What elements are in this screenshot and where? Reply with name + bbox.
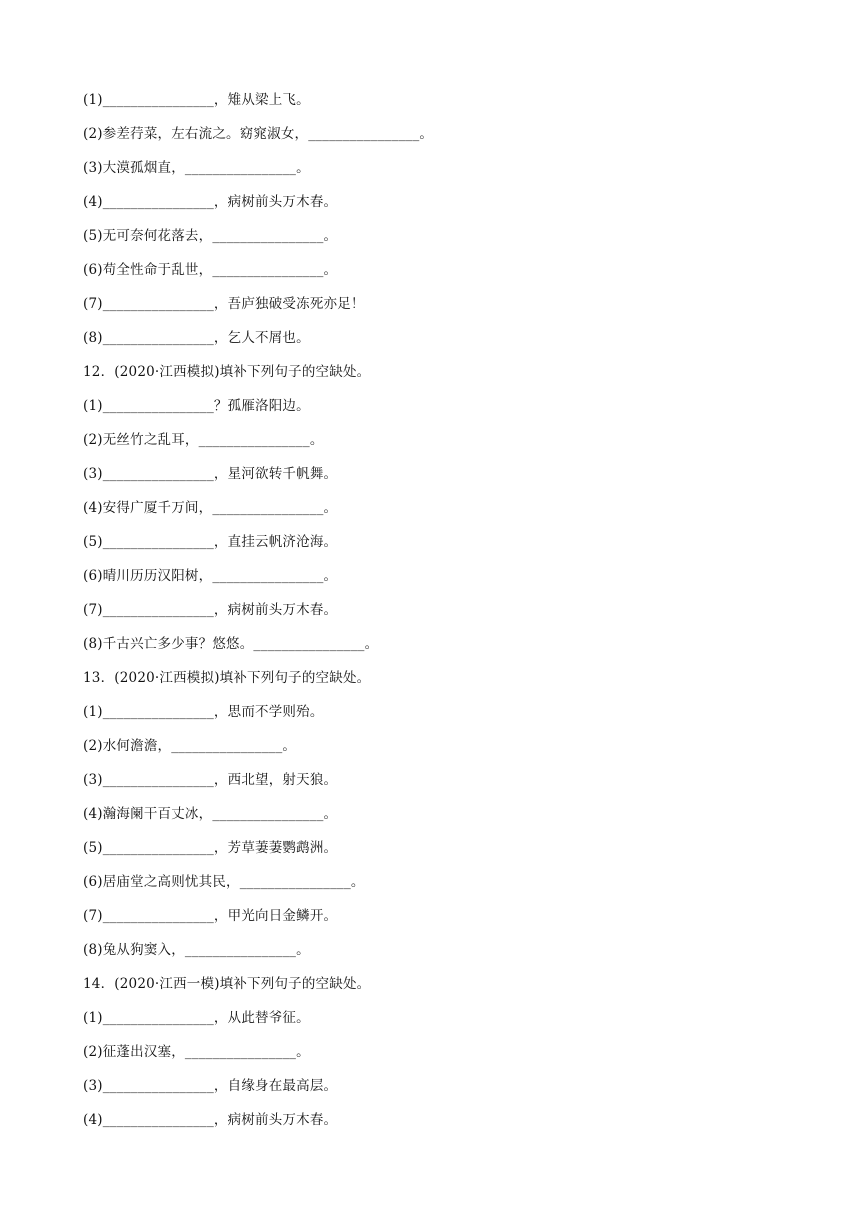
- document-page: [83, 86, 803, 1140]
- question-line: [83, 460, 803, 494]
- question-line: [83, 528, 803, 562]
- line-text: (7)________________，吾庐独破受冻死亦足！: [83, 296, 365, 312]
- question-line: [83, 868, 803, 902]
- question-line: [83, 120, 803, 154]
- question-line: [83, 630, 803, 664]
- line-text: (3)大漠孤烟直，________________。: [83, 160, 310, 176]
- line-text: (8)________________，乞人不屑也。: [83, 330, 310, 346]
- line-text: (6)居庙堂之高则忧其民，________________。: [83, 874, 365, 890]
- line-text: (5)无可奈何花落去，________________。: [83, 228, 338, 244]
- line-text: (1)________________？孤雁洛阳边。: [83, 398, 310, 414]
- question-line: [83, 902, 803, 936]
- question-line: [83, 936, 803, 970]
- question-heading: [83, 970, 803, 1004]
- question-heading: [83, 664, 803, 698]
- question-line: [83, 1072, 803, 1106]
- question-heading: [83, 358, 803, 392]
- line-text: (4)________________，病树前头万木春。: [83, 194, 338, 210]
- question-line: [83, 392, 803, 426]
- heading-text: 14．(2020·江西一模)填补下列句子的空缺处。: [83, 976, 371, 992]
- line-text: (3)________________，西北望，射天狼。: [83, 772, 338, 788]
- question-line: [83, 1106, 803, 1140]
- line-text: (8)兔从狗窦入，________________。: [83, 942, 310, 958]
- question-line: [83, 222, 803, 256]
- line-text: (6)晴川历历汉阳树，________________。: [83, 568, 338, 584]
- question-line: [83, 766, 803, 800]
- line-text: (4)安得广厦千万间，________________。: [83, 500, 338, 516]
- line-text: (8)千古兴亡多少事？悠悠。________________。: [83, 636, 379, 652]
- line-text: (2)水何澹澹，________________。: [83, 738, 297, 754]
- question-line: [83, 290, 803, 324]
- line-text: (4)________________，病树前头万木春。: [83, 1112, 338, 1128]
- question-line: [83, 256, 803, 290]
- line-text: (6)苟全性命于乱世，________________。: [83, 262, 338, 278]
- line-text: (1)________________，思而不学则殆。: [83, 704, 324, 720]
- question-line: [83, 698, 803, 732]
- line-text: (1)________________，雉从梁上飞。: [83, 92, 310, 108]
- line-text: (5)________________，芳草萋萋鹦鹉洲。: [83, 840, 338, 856]
- question-line: [83, 596, 803, 630]
- line-text: (7)________________，病树前头万木春。: [83, 602, 338, 618]
- line-text: (3)________________，星河欲转千帆舞。: [83, 466, 338, 482]
- line-text: (7)________________，甲光向日金鳞开。: [83, 908, 338, 924]
- line-text: (1)________________，从此替爷征。: [83, 1010, 310, 1026]
- question-line: [83, 1004, 803, 1038]
- line-text: (4)瀚海阑干百丈冰，________________。: [83, 806, 338, 822]
- heading-text: 12．(2020·江西模拟)填补下列句子的空缺处。: [83, 364, 371, 380]
- question-line: [83, 562, 803, 596]
- heading-text: 13．(2020·江西模拟)填补下列句子的空缺处。: [83, 670, 371, 686]
- question-line: [83, 834, 803, 868]
- line-text: (3)________________，自缘身在最高层。: [83, 1078, 338, 1094]
- question-line: [83, 188, 803, 222]
- question-line: [83, 1038, 803, 1072]
- question-line: [83, 426, 803, 460]
- question-line: [83, 324, 803, 358]
- line-text: (2)征蓬出汉塞，________________。: [83, 1044, 310, 1060]
- question-line: [83, 800, 803, 834]
- line-text: (2)参差荇菜，左右流之。窈窕淑女，________________。: [83, 126, 434, 142]
- question-line: [83, 732, 803, 766]
- question-line: [83, 154, 803, 188]
- question-line: [83, 86, 803, 120]
- question-line: [83, 494, 803, 528]
- line-text: (5)________________，直挂云帆济沧海。: [83, 534, 338, 550]
- line-text: (2)无丝竹之乱耳，________________。: [83, 432, 324, 448]
